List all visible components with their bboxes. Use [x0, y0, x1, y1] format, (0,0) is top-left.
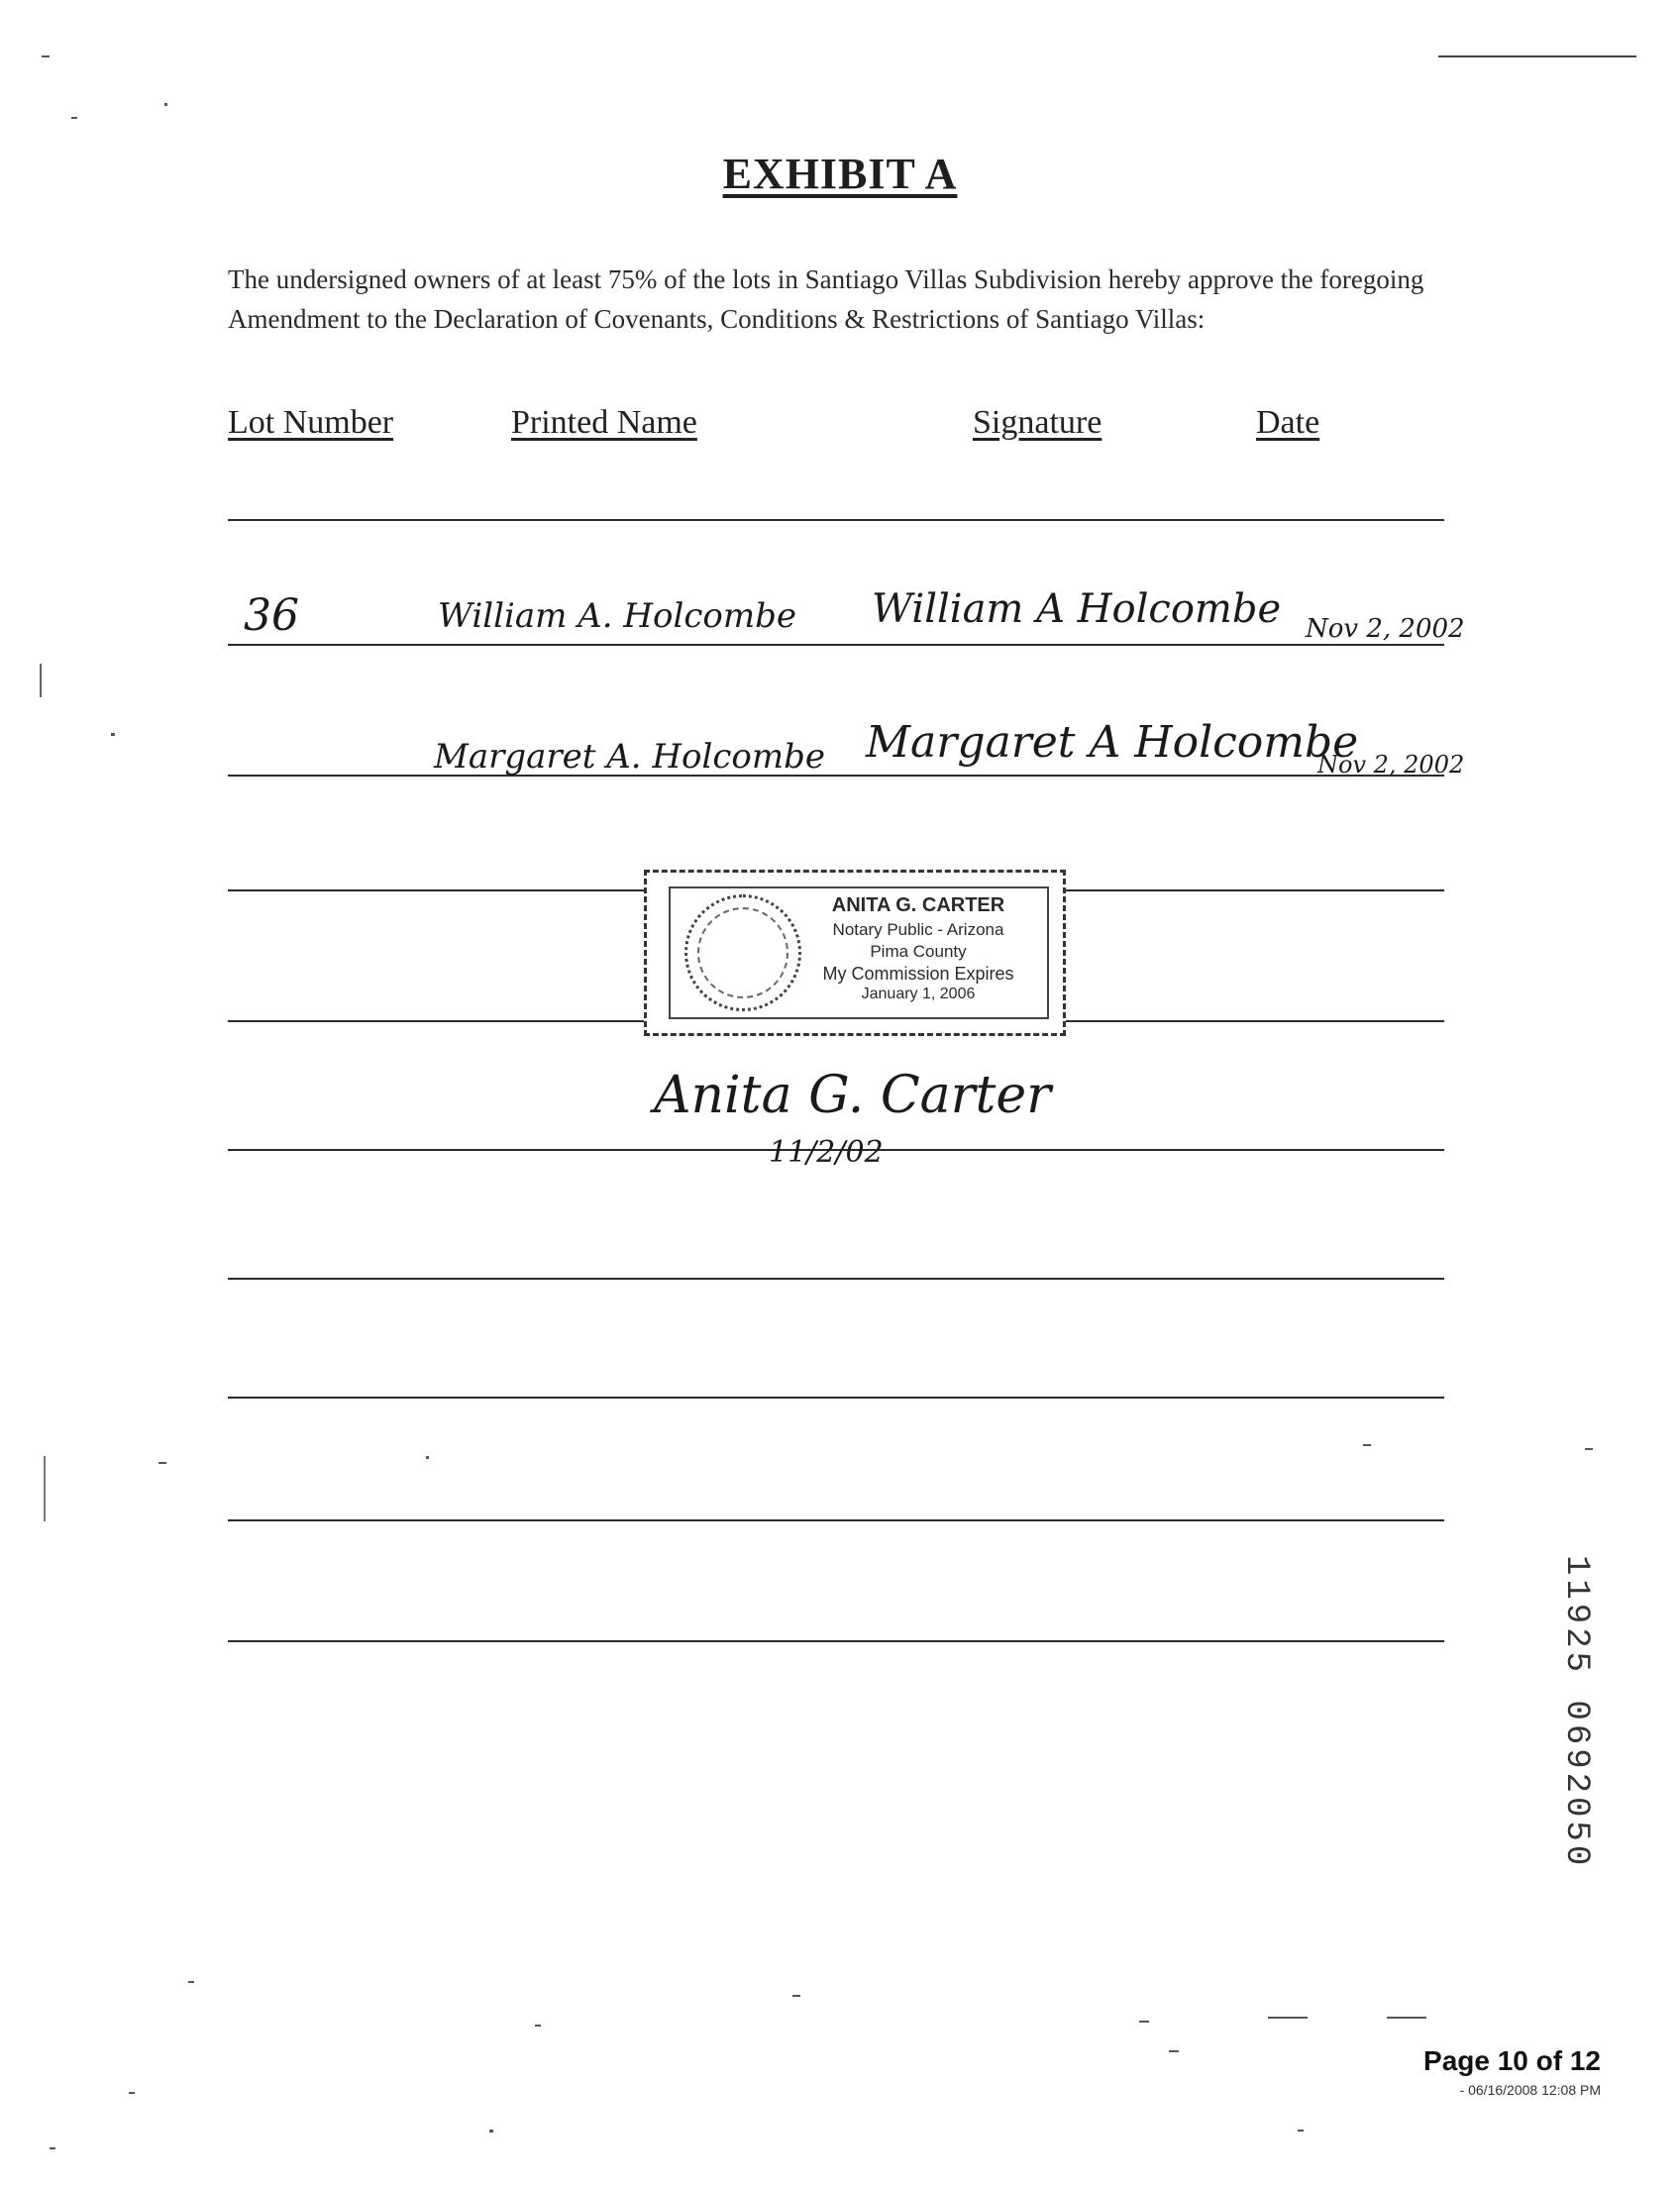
- scan-speck: [535, 2025, 541, 2027]
- entry-date: Nov 2, 2002: [1306, 614, 1465, 644]
- signature-line: [228, 1278, 1444, 1280]
- notary-signature: Anita G. Carter: [654, 1066, 1052, 1125]
- scan-speck: [426, 1456, 429, 1459]
- scan-speck: [1585, 1448, 1593, 1450]
- scan-speck: [1363, 1444, 1371, 1446]
- scan-speck: [1169, 2050, 1179, 2052]
- scan-speck: [489, 2130, 493, 2133]
- scan-speck: [1268, 2017, 1308, 2019]
- notary-county: Pima County: [870, 942, 967, 961]
- signature-line: [228, 644, 1444, 646]
- column-header-signature: Signature: [973, 404, 1102, 441]
- print-timestamp: - 06/16/2008 12:08 PM: [1459, 2082, 1601, 2098]
- scan-speck: [71, 117, 77, 119]
- exhibit-title: EXHIBIT A: [722, 150, 958, 198]
- scan-speck: [50, 2147, 55, 2149]
- scan-speck: [792, 1995, 800, 1997]
- intro-paragraph: The undersigned owners of at least 75% of the lots in Santiago Villas Subdivision hereby approve the foregoing Amendment to the Declaration of Covenants, Conditions & Restrictions of Santiago Villas:: [228, 264, 1424, 334]
- scan-speck: [1298, 2130, 1304, 2132]
- notary-stamp: [644, 870, 1066, 1036]
- notary-signed-date: 11/2/02: [769, 1135, 884, 1170]
- notary-name: ANITA G. CARTER: [831, 894, 1005, 916]
- entry-lot: 36: [244, 590, 299, 641]
- entry-printed-name: Margaret A. Holcombe: [434, 737, 826, 777]
- scan-speck: [1387, 2017, 1426, 2019]
- entry-date: Nov 2, 2002: [1317, 751, 1465, 779]
- column-header-date: Date: [1256, 404, 1320, 441]
- scan-mark: [1438, 55, 1636, 57]
- entry-signature: William A Holcombe: [872, 586, 1282, 632]
- notary-seal-icon: [684, 894, 801, 1011]
- scan-speck: [111, 733, 115, 736]
- scan-mark: [44, 1456, 46, 1521]
- signature-line: [228, 519, 1444, 521]
- scan-speck: [129, 2092, 135, 2094]
- notary-expiry: January 1, 2006: [861, 986, 976, 1002]
- scan-mark: [40, 664, 42, 697]
- column-header-printed-name: Printed Name: [511, 404, 697, 441]
- scan-speck: [158, 1462, 166, 1464]
- signature-line: [228, 1519, 1444, 1521]
- docket-number: 11925 0692050: [1557, 1555, 1595, 1870]
- scan-speck: [188, 1981, 194, 1983]
- scan-speck: [164, 103, 167, 106]
- page-indicator: Page 10 of 12: [1423, 2045, 1601, 2076]
- entry-signature: Margaret A Holcombe: [866, 717, 1359, 768]
- signature-line: [228, 775, 1444, 777]
- notary-commission: My Commission Expires: [822, 964, 1014, 984]
- signature-line: [228, 1640, 1444, 1642]
- entry-printed-name: William A. Holcombe: [438, 596, 796, 636]
- column-header-lot: Lot Number: [228, 404, 394, 441]
- signature-line: [228, 1397, 1444, 1399]
- scan-speck: [42, 55, 50, 57]
- scan-speck: [1139, 2021, 1149, 2023]
- notary-title: Notary Public - Arizona: [832, 920, 1004, 939]
